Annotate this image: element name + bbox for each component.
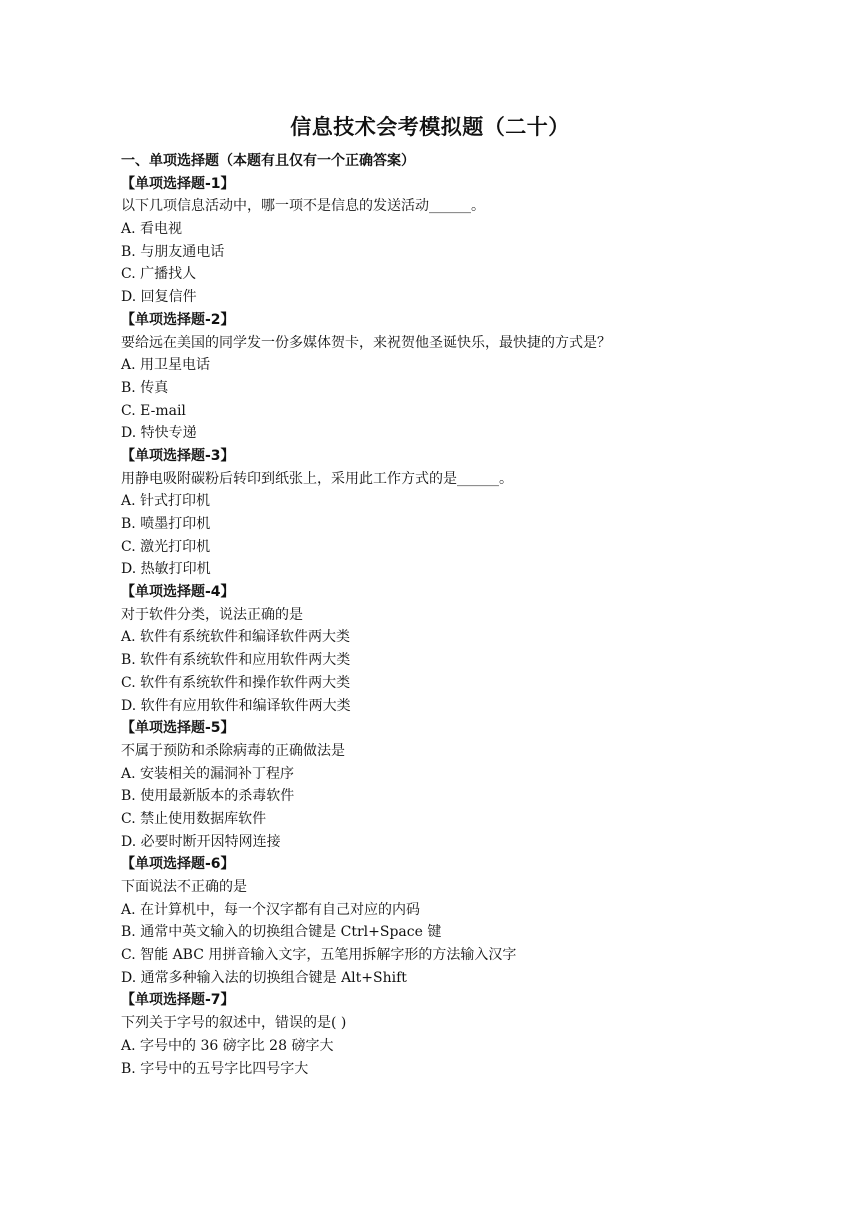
question-1 <box>121 173 761 309</box>
question-label: 【单项选择题-1】 <box>121 175 235 192</box>
option-c: C. 广播找人 <box>121 266 197 283</box>
option-a: A. 字号中的 36 磅字比 28 磅字大 <box>121 1037 334 1054</box>
question-stem: 用静电吸附碳粉后转印到纸张上，采用此工作方式的是______。 <box>121 470 513 487</box>
question-list <box>121 150 761 1080</box>
option-a: A. 在计算机中，每一个汉字都有自己对应的内码 <box>121 901 421 918</box>
option-a: A. 安装相关的漏洞补丁程序 <box>121 765 295 782</box>
option-b: B. 通常中英文输入的切换组合键是 Ctrl+Space 键 <box>121 924 442 941</box>
question-label: 【单项选择题-6】 <box>121 856 235 873</box>
question-stem: 下面说法不正确的是 <box>121 879 247 895</box>
option-b: B. 传真 <box>121 379 169 396</box>
question-label: 【单项选择题-5】 <box>121 720 235 737</box>
option-d: D. 特快专递 <box>121 425 197 442</box>
option-c: C. 禁止使用数据库软件 <box>121 810 267 827</box>
option-d: D. 必要时断开因特网连接 <box>121 833 281 850</box>
option-c: C. 软件有系统软件和操作软件两大类 <box>121 674 351 691</box>
option-d: D. 回复信件 <box>121 289 197 306</box>
question-2 <box>121 309 761 445</box>
option-c: C. E-mail <box>121 402 186 419</box>
option-b: B. 喷墨打印机 <box>121 516 211 532</box>
question-label: 【单项选择题-4】 <box>121 584 235 601</box>
question-stem: 要给远在美国的同学发一份多媒体贺卡，来祝贺他圣诞快乐，最快捷的方式是？ <box>121 334 611 351</box>
option-c: C. 激光打印机 <box>121 538 211 555</box>
option-d: D. 软件有应用软件和编译软件两大类 <box>121 697 351 714</box>
question-4 <box>121 581 761 717</box>
option-c: C. 智能 ABC 用拼音输入文字，五笔用拆解字形的方法输入汉字 <box>121 947 517 964</box>
question-stem: 对于软件分类，说法正确的是 <box>121 606 303 623</box>
question-stem: 下列关于字号的叙述中，错误的是( ) <box>121 1015 347 1032</box>
question-6 <box>121 853 761 989</box>
option-a: A. 用卫星电话 <box>121 357 211 374</box>
question-stem: 以下几项信息活动中，哪一项不是信息的发送活动______。 <box>121 198 485 215</box>
section-heading: 一、单项选择题（本题有且仅有一个正确答案） <box>121 153 415 169</box>
option-a: A. 针式打印机 <box>121 493 211 510</box>
option-d: D. 热敏打印机 <box>121 561 211 578</box>
question-7 <box>121 989 761 1080</box>
question-label: 【单项选择题-3】 <box>121 447 235 464</box>
option-b: B. 字号中的五号字比四号字大 <box>121 1060 309 1077</box>
option-b: B. 与朋友通电话 <box>121 243 225 260</box>
option-d: D. 通常多种输入法的切换组合键是 Alt+Shift <box>121 969 407 986</box>
page-title: 信息技术会考模拟题（二十） <box>290 115 570 139</box>
question-3 <box>121 445 761 581</box>
option-b: B. 使用最新版本的杀毒软件 <box>121 788 295 805</box>
question-label: 【单项选择题-2】 <box>121 311 235 328</box>
question-label: 【单项选择题-7】 <box>121 992 235 1009</box>
question-stem: 不属于预防和杀除病毒的正确做法是 <box>121 742 345 759</box>
option-b: B. 软件有系统软件和应用软件两大类 <box>121 652 351 669</box>
option-a: A. 软件有系统软件和编译软件两大类 <box>121 629 351 646</box>
question-5 <box>121 717 761 853</box>
option-a: A. 看电视 <box>121 221 183 238</box>
